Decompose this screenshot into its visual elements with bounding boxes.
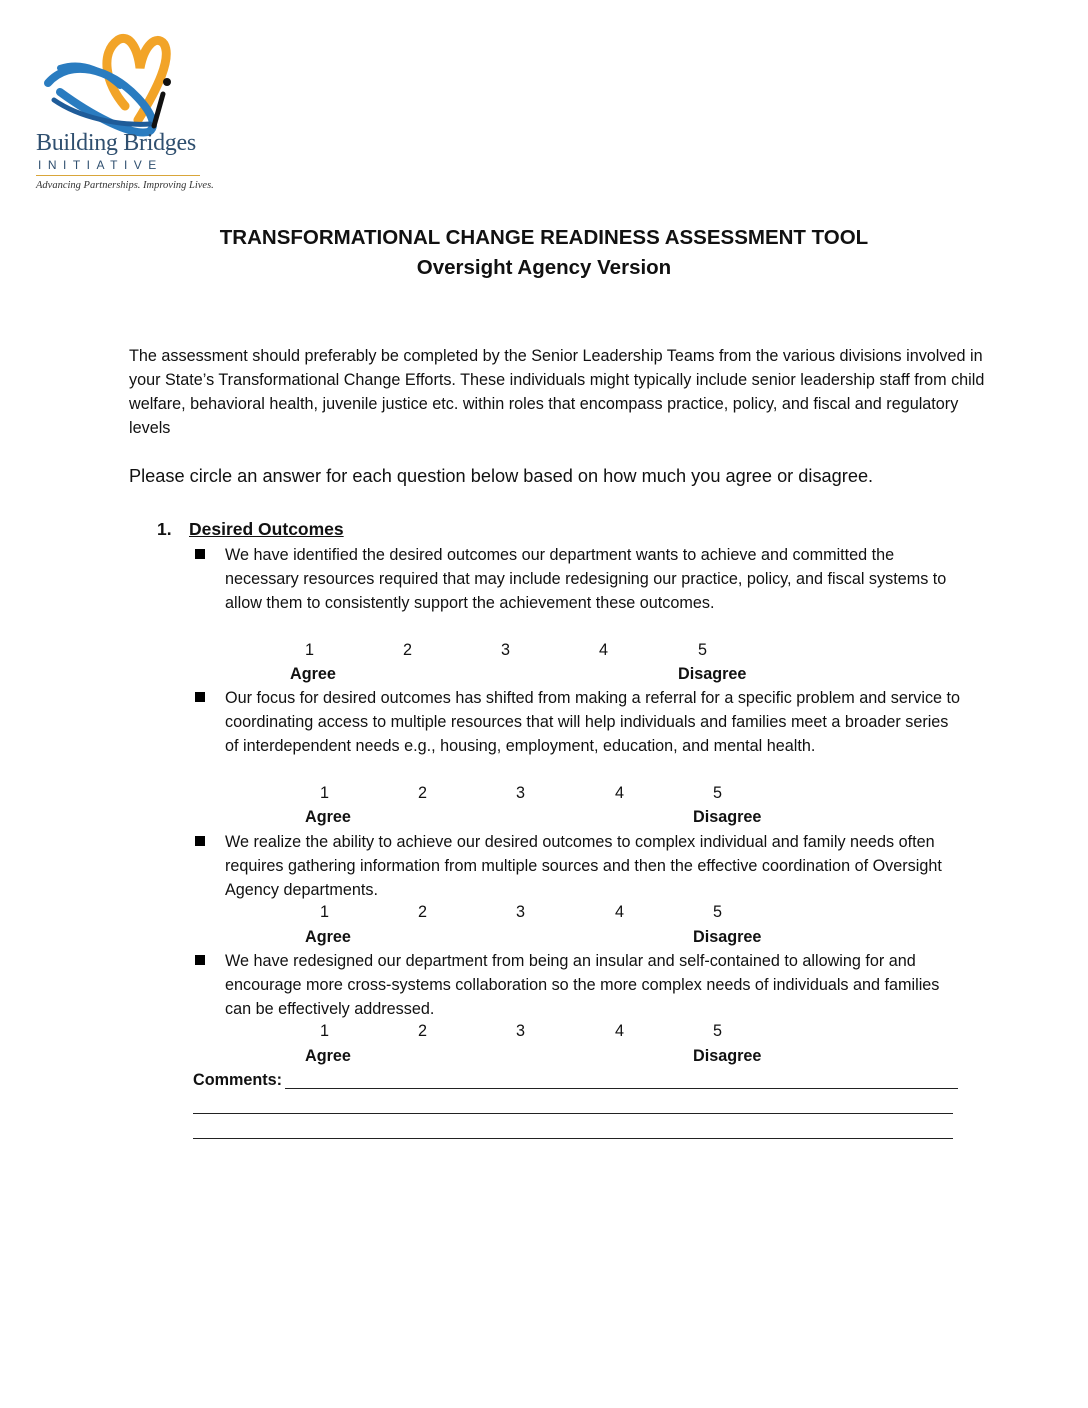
scale-2-option-5[interactable]: 5 <box>713 784 723 802</box>
comments-line-3[interactable] <box>193 1138 953 1139</box>
scale-3-option-4[interactable]: 4 <box>615 903 625 921</box>
logo-name: Building Bridges <box>36 130 196 156</box>
scale-1-option-1[interactable]: 1 <box>305 641 315 659</box>
scale-4-option-3[interactable]: 3 <box>516 1022 526 1040</box>
scale-3-option-1[interactable]: 1 <box>320 903 330 921</box>
scale-3-disagree-label: Disagree <box>693 928 762 946</box>
bullet-icon <box>195 692 205 702</box>
bullet-icon <box>195 955 205 965</box>
scale-3-option-2[interactable]: 2 <box>418 903 428 921</box>
scale-2-agree-label: Agree <box>305 808 351 826</box>
scale-1-option-2[interactable]: 2 <box>403 641 413 659</box>
scale-2-option-4[interactable]: 4 <box>615 784 625 802</box>
section-title: Desired Outcomes <box>189 519 344 539</box>
scale-2-option-1[interactable]: 1 <box>320 784 330 802</box>
instruction-text: Please circle an answer for each question below based on how much you agree or disagree. <box>129 466 874 486</box>
bullet-icon <box>195 836 205 846</box>
scale-3-option-3[interactable]: 3 <box>516 903 526 921</box>
building-bridges-logo <box>30 28 210 203</box>
question-1: We have identified the desired outcomes our department wants to achieve and committed the necessary resources required that may include redesigning our practice, policy, and fiscal systems to allow them to consistently support the achievement these outcomes. <box>225 546 947 612</box>
comments-label: Comments: <box>193 1071 283 1089</box>
scale-4-agree-label: Agree <box>305 1047 351 1065</box>
scale-1-option-4[interactable]: 4 <box>599 641 609 659</box>
scale-4-option-2[interactable]: 2 <box>418 1022 428 1040</box>
question-4: We have redesigned our department from being an insular and self-contained to allowing for and encourage more cross-systems collaboration so the more complex needs of individuals and families can be effectively addressed. <box>225 952 940 1018</box>
scale-4-option-1[interactable]: 1 <box>320 1022 330 1040</box>
comments-line-2[interactable] <box>193 1113 953 1114</box>
scale-3-option-5[interactable]: 5 <box>713 903 723 921</box>
section-number: 1. <box>157 519 172 539</box>
scale-4-option-5[interactable]: 5 <box>713 1022 723 1040</box>
scale-1-option-5[interactable]: 5 <box>698 641 708 659</box>
comments-line-1[interactable] <box>285 1088 958 1089</box>
scale-3-agree-label: Agree <box>305 928 351 946</box>
intro-paragraph: The assessment should preferably be completed by the Senior Leadership Teams from the various divisions involved in your State’s Transformational Change Efforts. These individuals might typically include senior leadership staff from child welfare, behavioral health, juvenile justice etc. within roles that encompass practice, policy, and fiscal and regulatory levels <box>129 347 985 437</box>
question-3: We realize the ability to achieve our desired outcomes to complex individual and family needs often requires gathering information from multiple sources and then the effective coordination of Oversight Agency departments. <box>225 833 942 899</box>
logo-subtitle: INITIATIVE <box>38 158 163 172</box>
logo-tagline: Advancing Partnerships. Improving Lives. <box>36 180 214 191</box>
scale-1-option-3[interactable]: 3 <box>501 641 511 659</box>
scale-1-agree-label: Agree <box>290 665 336 683</box>
scale-4-disagree-label: Disagree <box>693 1047 762 1065</box>
bullet-icon <box>195 549 205 559</box>
logo-divider <box>36 175 200 176</box>
scale-4-option-4[interactable]: 4 <box>615 1022 625 1040</box>
scale-1-disagree-label: Disagree <box>678 665 747 683</box>
question-2: Our focus for desired outcomes has shifted from making a referral for a specific problem and service to coordinating access to multiple resources that will help individuals and families meet a broader series of interdependent needs e.g., housing, employment, education, and mental health. <box>225 689 961 755</box>
scale-2-option-2[interactable]: 2 <box>418 784 428 802</box>
scale-2-disagree-label: Disagree <box>693 808 762 826</box>
document-title: TRANSFORMATIONAL CHANGE READINESS ASSESSMENT TOOL <box>219 226 869 249</box>
scale-2-option-3[interactable]: 3 <box>516 784 526 802</box>
document-subtitle: Oversight Agency Version <box>416 256 672 279</box>
